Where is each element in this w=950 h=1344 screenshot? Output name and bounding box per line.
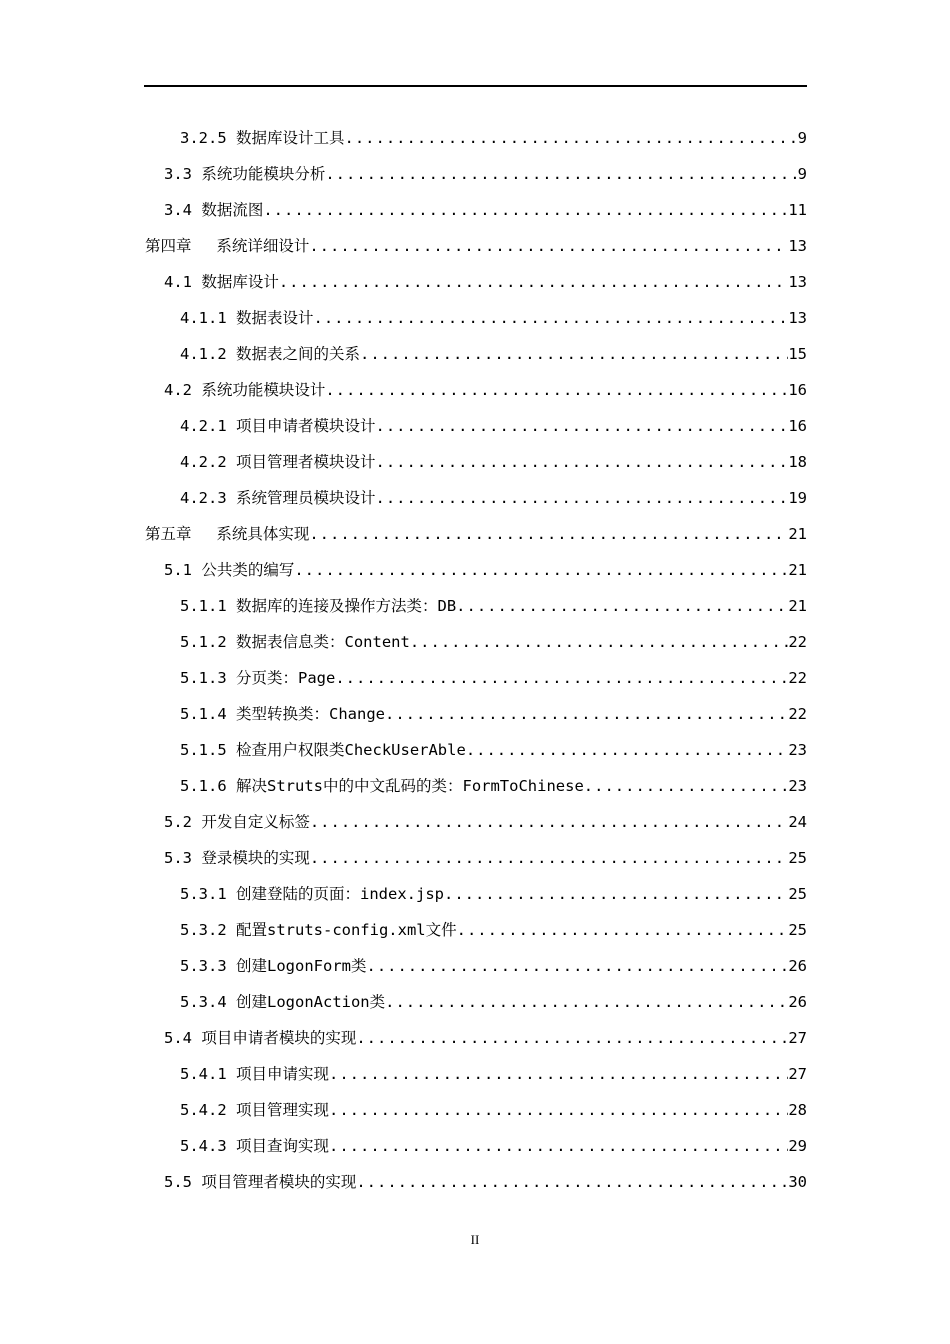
toc-entry-title: 5.3.2 配置struts-config.xml文件 (180, 921, 457, 939)
toc-entry[interactable] (180, 660, 807, 696)
toc-leader-dots (329, 1056, 788, 1092)
toc-entry-page: 13 (788, 309, 807, 327)
toc-entry[interactable] (164, 804, 807, 840)
toc-entry-title: 3.2.5 数据库设计工具 (180, 129, 345, 147)
toc-leader-dots (410, 624, 789, 660)
toc-entry-page: 24 (788, 813, 807, 831)
toc-entry-page: 21 (788, 561, 807, 579)
toc-chapter-entry[interactable] (145, 228, 807, 264)
toc-entry-page: 21 (788, 525, 807, 543)
toc-entry[interactable] (164, 1020, 807, 1056)
toc-entry-page: 16 (788, 417, 807, 435)
toc-entry[interactable] (164, 264, 807, 300)
toc-entry-page: 13 (788, 237, 807, 255)
toc-entry-page: 15 (788, 345, 807, 363)
toc-entry-title: 5.3.1 创建登陆的页面：index.jsp (180, 885, 444, 903)
header-rule (144, 85, 807, 87)
toc-entry-title: 5.1.6 解决Struts中的中文乱码的类：FormToChinese (180, 777, 584, 795)
toc-leader-dots (356, 1164, 788, 1200)
toc-entry-page: 25 (788, 885, 807, 903)
toc-leader-dots (456, 588, 788, 624)
toc-entry[interactable] (164, 552, 807, 588)
toc-entry[interactable] (180, 912, 807, 948)
toc-entry[interactable] (180, 300, 807, 336)
toc-entry[interactable] (180, 1092, 807, 1128)
toc-leader-dots (329, 1128, 788, 1164)
toc-entry-title: 5.4.2 项目管理实现 (180, 1101, 329, 1119)
toc-entry-title: 5.1.2 数据表信息类：Content (180, 633, 410, 651)
toc-leader-dots (376, 444, 789, 480)
toc-entry-title: 4.1 数据库设计 (164, 273, 279, 291)
toc-entry-page: 27 (788, 1065, 807, 1083)
toc-leader-dots (325, 156, 797, 192)
toc-leader-dots (329, 1092, 788, 1128)
toc-entry[interactable] (164, 1164, 807, 1200)
toc-leader-dots (279, 264, 789, 300)
toc-leader-dots (444, 876, 788, 912)
toc-leader-dots (366, 948, 788, 984)
toc-entry-page: 13 (788, 273, 807, 291)
toc-entry-title: 5.5 项目管理者模块的实现 (164, 1173, 357, 1191)
toc-entry-page: 22 (788, 633, 807, 651)
toc-entry[interactable] (164, 192, 807, 228)
toc-leader-dots (376, 408, 789, 444)
toc-entry-title: 5.1.5 检查用户权限类CheckUserAble (180, 741, 466, 759)
toc-entry-title: 5.4.3 项目查询实现 (180, 1137, 329, 1155)
toc-leader-dots (310, 840, 789, 876)
toc-entry-page: 22 (788, 669, 807, 687)
toc-entry[interactable] (164, 372, 807, 408)
toc-entry-title: 5.3 登录模块的实现 (164, 849, 310, 867)
toc-entry[interactable] (180, 408, 807, 444)
toc-entry[interactable] (180, 1128, 807, 1164)
toc-entry[interactable] (180, 624, 807, 660)
toc-leader-dots (376, 480, 789, 516)
toc-entry[interactable] (180, 696, 807, 732)
toc-entry-page: 21 (788, 597, 807, 615)
toc-entry-title: 5.1.1 数据库的连接及操作方法类：DB (180, 597, 457, 615)
toc-leader-dots (309, 516, 788, 552)
toc-entry[interactable] (180, 984, 807, 1020)
toc-entry[interactable] (180, 876, 807, 912)
toc-entry-title: 5.1.3 分页类：Page (180, 669, 336, 687)
toc-entry-title: 5.2 开发自定义标签 (164, 813, 310, 831)
toc-entry-title: 第四章 系统详细设计 (145, 237, 310, 255)
toc-entry-title: 3.4 数据流图 (164, 201, 264, 219)
toc-entry[interactable] (180, 948, 807, 984)
toc-leader-dots (360, 336, 788, 372)
toc-entry-page: 11 (788, 201, 807, 219)
toc-leader-dots (314, 300, 789, 336)
toc-entry[interactable] (180, 1056, 807, 1092)
toc-leader-dots (309, 228, 788, 264)
toc-entry-title: 5.3.3 创建LogonForm类 (180, 957, 367, 975)
toc-leader-dots (294, 552, 788, 588)
toc-entry[interactable] (180, 336, 807, 372)
toc-entry-title: 4.2 系统功能模块设计 (164, 381, 326, 399)
toc-entry-title: 4.2.3 系统管理员模块设计 (180, 489, 376, 507)
toc-entry-page: 22 (788, 705, 807, 723)
toc-entry-page: 25 (788, 849, 807, 867)
toc-entry-page: 16 (788, 381, 807, 399)
toc-leader-dots (345, 120, 798, 156)
toc-leader-dots (466, 732, 789, 768)
toc-entry-title: 4.1.2 数据表之间的关系 (180, 345, 360, 363)
toc-entry-title: 5.4.1 项目申请实现 (180, 1065, 329, 1083)
toc-entry[interactable] (180, 768, 807, 804)
toc-leader-dots (584, 768, 789, 804)
toc-leader-dots (263, 192, 788, 228)
toc-leader-dots (385, 984, 788, 1020)
toc-entry[interactable] (180, 732, 807, 768)
toc-entry[interactable] (180, 480, 807, 516)
toc-entry-title: 5.1 公共类的编写 (164, 561, 295, 579)
toc-entry-title: 3.3 系统功能模块分析 (164, 165, 326, 183)
toc-leader-dots (310, 804, 789, 840)
toc-leader-dots (457, 912, 789, 948)
toc-entry-page: 23 (788, 777, 807, 795)
toc-entry[interactable] (180, 120, 807, 156)
toc-entry-page: 23 (788, 741, 807, 759)
toc-entry-page: 27 (788, 1029, 807, 1047)
toc-entry-page: 30 (788, 1173, 807, 1191)
toc-leader-dots (325, 372, 788, 408)
toc-entry-title: 4.2.1 项目申请者模块设计 (180, 417, 376, 435)
toc-entry[interactable] (180, 444, 807, 480)
toc-entry-page: 26 (788, 993, 807, 1011)
toc-entry-page: 26 (788, 957, 807, 975)
toc-entry-page: 9 (797, 165, 807, 183)
toc-entry-title: 5.4 项目申请者模块的实现 (164, 1029, 357, 1047)
toc-entry-title: 5.1.4 类型转换类：Change (180, 705, 385, 723)
toc-chapter-entry[interactable] (145, 516, 807, 552)
toc-entry[interactable] (180, 588, 807, 624)
toc-leader-dots (385, 696, 788, 732)
toc-entry-title: 4.2.2 项目管理者模块设计 (180, 453, 376, 471)
page-number: II (470, 1232, 480, 1247)
toc-entry-page: 29 (788, 1137, 807, 1155)
toc-entry-page: 9 (797, 129, 807, 147)
toc-entry[interactable] (164, 840, 807, 876)
toc-entry[interactable] (164, 156, 807, 192)
toc-entry-title: 5.3.4 创建LogonAction类 (180, 993, 386, 1011)
toc-leader-dots (335, 660, 788, 696)
toc-entry-page: 18 (788, 453, 807, 471)
toc-entry-page: 19 (788, 489, 807, 507)
toc-leader-dots (356, 1020, 788, 1056)
toc-entry-page: 28 (788, 1101, 807, 1119)
toc-entry-title: 第五章 系统具体实现 (145, 525, 310, 543)
toc-entry-title: 4.1.1 数据表设计 (180, 309, 314, 327)
toc-entry-page: 25 (788, 921, 807, 939)
